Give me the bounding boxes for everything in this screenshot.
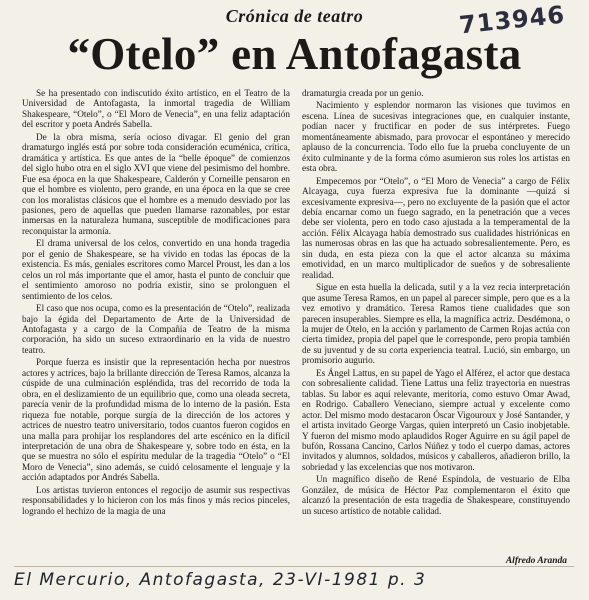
handwritten-source-note: El Mercurio, Antofagasta, 23-VI-1981 p. 3 (14, 570, 427, 590)
paragraph: Empecemos por “Otelo”, o “El Moro de Venecia” a cargo de Félix Alcayaga, cuya fuerza expresiva fue la dominante —quizá si excesivamente expresiva—, pero no excluyente de la pasión que el actor debía encarnar como un fuego sagrado, en la penetración que a veces debe ser violenta, pero en todo caso ajustada a la temperamental de la acción. Félix Alcayaga había demostrado sus cualidades histriónicas en las numerosas obras en las que ha actuado sobresalientemente. Pero, es sin duda, en esta pieza con la que el actor alcanza su máxima emotividad, en un marco multiplicador de sueños y de sobresaliente realidad. (302, 175, 570, 280)
paragraph: El drama universal de los celos, convertido en una honda tragedia por el genio de Shakespeare, se ha vivido en todas las épocas de la existencia. Es más, geniales escritores como Marcel Proust, les dan a los celos un rol más importante que el amor, hasta el punto de concluir que el sentimiento amoroso no podría existir, sino se prolonguen el sentimiento de los celos. (22, 238, 290, 301)
paragraph: De la obra misma, sería ocioso divagar. El genio del gran dramaturgo inglés está por sobre toda consideración ecuménica, crítica, dramática y artística. Es que antes de la “belle époque” de comienzos del siglo hubo otra en el siglo XVI que viene del pesimismo del hombre. Fue esa época en la que Shakespeare, Calderón y Corneille pensaron en que el hombre es violento, pero grande, en una época en la que se cree con los moralistas clásicos que el hombre es a menudo desviado por las pasiones, pero de aquellas que pueden llamarse razonables, por estar inmersas en la naturaleza humana, susceptible de modificaciones para reconquistar la armonía. (22, 131, 290, 236)
paragraph: Sigue en esta huella la delicada, sutil y a la vez recia interpretación que asume Teresa Ramos, en un papel al parecer simple, pero que es a la vez emotivo y dramático. Teresa Ramos tiene cualidades que son parecen insuperables. Siempre es ella, la magnífica actriz. Desdémona, o la mujer de Otelo, en la acción y parlamento de Carmen Rojas actúa con cierta timidez, propia del papel que le corresponde, pero propia también de su juventud y de su corta experiencia teatral. Lució, sin embargo, un promisorio augurio. (302, 282, 570, 366)
article-headline: “Otelo” en Antofagasta (67, 29, 522, 79)
author-byline: Alfredo Aranda (505, 556, 567, 566)
paragraph: Se ha presentado con indiscutido éxito artístico, en el Teatro de la Universidad de Antofagasta, la inmortal tragedia de William Shakespeare, “Otelo”, o “El Moro de Venecia”, en una feliz adaptación del escritor y poeta Andrés Sabella. (22, 88, 290, 130)
paragraph: Un magnífico diseño de René Espíndola, de vestuario de Elba González, de música de Héctor Paz complementaron el éxito que alcanzó la presentación de esta tragedia de Shakespeare, constituyendo un suceso artístico de notable calidad. (302, 474, 570, 516)
divider (14, 566, 574, 567)
paragraph: El caso que nos ocupa, como es la presentación de “Otelo”, realizada bajo la égida del Departamento de Arte de la Universidad de Antofagasta y a cargo de la Compañía de Teatro de la misma corporación, ha sido un suceso extraordinario en la vida de nuestro teatro. (22, 303, 290, 355)
paragraph: Los artistas tuvieron entonces el regocijo de asumir sus respectivas responsabilidades y lo hicieron con los más finos y más recios pinceles, logrando el hechizo de la magia de una (22, 484, 290, 516)
article-column-right (302, 88, 570, 566)
archive-stamp-number: 713946 (457, 0, 567, 40)
paragraph: Es Ángel Lattus, en su papel de Yago el Alférez, el actor que destaca con sobresaliente calidad. Tiene Lattus una feliz trayectoria en nuestras tablas. Su labor es aquí relevante, meritoria, como estuvo Omar Awad, en Rodrigo. Caballero Veneciano, siempre actual y excelente como actor. Del mismo modo destacaron Óscar Vigouroux y José Santander, y el artista invitado George Vargas, quien interpretó un Casio inobjetable. Y fueron del mismo modo aplaudidos Roger Aguirre en su ágil papel de bufón, Rossana Cancino, Carlos Núñez y todo el cuerpo damas, actores invitados y alumnos, soldados, músicos y caballeros, añadieron brillo, la sobriedad y las excelencias que nos motivaron. (302, 367, 570, 472)
article-column-left (22, 88, 290, 566)
paragraph: dramaturgia creada por un genio. (302, 88, 424, 98)
section-kicker: Crónica de teatro (225, 6, 364, 26)
paragraph: Porque fuerza es insistir que la representación hecha por nuestros actores y actrices, bajo la brillante dirección de Teresa Ramos, alcanza la cúspide de una culminación espléndida, tras del recorrido de toda la obra, en el deslizamiento de un equilibrio que, como una oleada secreta, parecía venir de la profundidad misma de lo interno de la pasión. Esta riqueza fue notable, porque surgía de la dirección de los actores y actrices de nuestro teatro universitario, todos cuantos fueron cogidos en una malla para prohijar los resplandores del arte escénico en la difícil interpretación de una obra de Shakespeare y, sobre todo en ésta, en la que se muestra no sólo el espíritu medular de la tragedia “Otelo” o “El Moro de Venecia”, sino además, se cuidó celosamente el lenguaje y la acción adaptados por Andrés Sabella. (22, 357, 290, 483)
paragraph: Nacimiento y esplendor normaron las visiones que tuvimos en escena. Línea de sucesivas integraciones que, en cualquier instante, podían nacer y fructificar en poder de sus intérpretes. Fuego momentáneamente abismado, para provocar el espontáneo y merecido aplauso de la concurrencia. Todo ello fue la prueba concluyente de un éxito culminante y de la forma cómo asumieron sus roles los artistas en esta obra. (302, 100, 570, 174)
